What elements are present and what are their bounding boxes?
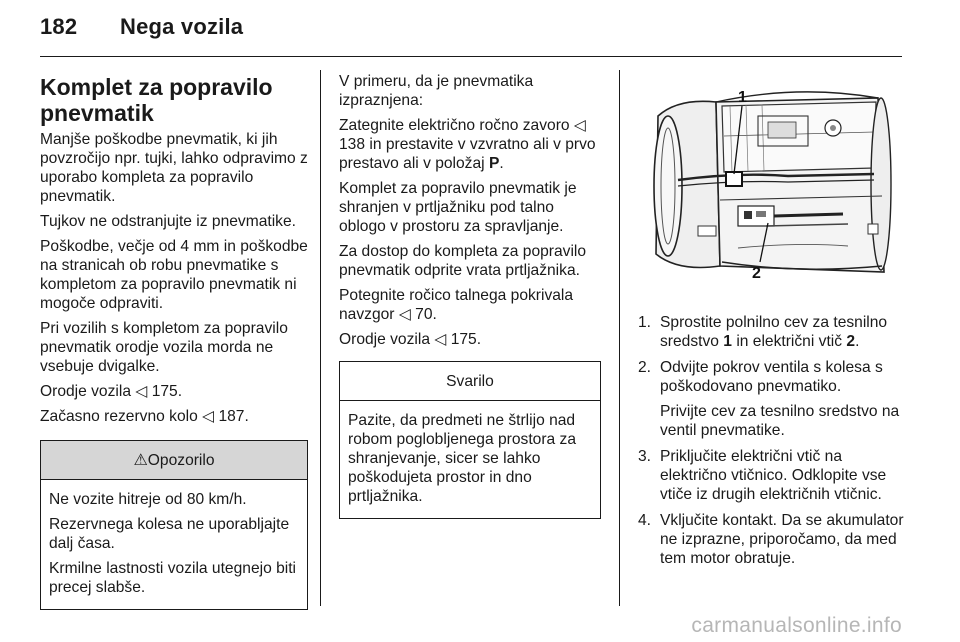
instruction-list: [638, 313, 904, 568]
warning-body: [41, 480, 307, 609]
paragraph: Komplet za popravilo pnevmatik je shranjen v prtljažniku pod talno oblogo v prostoru za spravljanje.: [339, 180, 577, 235]
paragraph: Potegnite ročico talnega pokrivala navzgor ◁ 70.: [339, 287, 574, 323]
ref-arrow-icon: ◁: [202, 408, 215, 425]
ref-arrow-icon: ◁: [573, 117, 586, 134]
tire-repair-kit-illustration: [638, 76, 898, 294]
caution-title: Svarilo: [340, 362, 600, 401]
watermark: carmanualsonline.info: [691, 614, 902, 637]
page-ref-link[interactable]: ◁ 138: [339, 117, 586, 153]
compressor-left-cylinder: [654, 101, 720, 267]
warning-text: Rezervnega kolesa ne uporabljajte dalj časa.: [49, 516, 290, 552]
column-divider-1: [320, 70, 321, 606]
caution-box: [339, 361, 601, 519]
cross-reference: Orodje vozila ◁ 175.: [40, 383, 183, 400]
caution-body: [340, 401, 600, 518]
column-3: [638, 72, 904, 575]
list-item: 1. Sprostite polnilno cev za tesnilno sredstvo 1 in električni vtič 2.: [638, 314, 888, 350]
list-item: 2. Odvijte pokrov ventila s kolesa s poškodovano pnevmatiko. Privijte cev za tesnilno sredstvo na ventil pnevmatike.: [638, 359, 900, 439]
paragraph: Pri vozilih s kompletom za popravilo pnevmatik orodje vozila morda ne vsebuje dvigalke.: [40, 320, 288, 375]
section-heading: Komplet za popravilo pnevmatik: [40, 74, 273, 126]
paragraph: Za dostop do kompleta za popravilo pnevmatik odprite vrata prtljažnika.: [339, 243, 587, 279]
warning-text: Krmilne lastnosti vozila utegnejo biti precej slabše.: [49, 560, 297, 596]
warning-icon: ⚠: [133, 452, 148, 469]
callout-label-1: 1: [738, 89, 747, 106]
ref-arrow-icon: ◁: [398, 306, 411, 323]
page-title: Nega vozila: [120, 14, 244, 39]
paragraph: Manjše poškodbe pnevmatik, ki jih povzročijo npr. tujki, lahko odpravimo z uporabo kompleta za popravilo pnevmatik.: [40, 131, 308, 205]
cross-reference: Začasno rezervno kolo ◁ 187.: [40, 408, 249, 425]
page-ref-link[interactable]: ◁ 187.: [202, 408, 249, 425]
callout-label-2: 2: [752, 265, 761, 282]
page-header: [40, 14, 243, 40]
list-item: 3. Priključite električni vtič na električno vtičnico. Odklopite vse vtiče iz drugih električnih vtičnic.: [638, 448, 887, 503]
page-ref-link[interactable]: ◁ 70.: [398, 306, 437, 323]
column-2: [339, 72, 601, 519]
paragraph: Zategnite električno ročno zavoro ◁ 138 in prestavite v vzvratno ali v prvo prestavo ali v položaj P.: [339, 117, 596, 172]
caution-text: Pazite, da predmeti ne štrlijo nad robom poglobljenega prostora za shranjevanje, sicer se lahko poškodujeta prostor in dno prtljažnika.: [348, 412, 576, 505]
page-ref-link[interactable]: ◁ 175.: [135, 383, 183, 400]
paragraph: Tujkov ne odstranjujte iz pnevmatike.: [40, 213, 296, 230]
warning-title: Opozorilo: [147, 452, 215, 469]
page-number: 182: [40, 14, 78, 39]
list-item: 4. Vključite kontakt. Da se akumulator ne izprazne, priporočamo, da med tem motor obratuje.: [638, 512, 904, 567]
paragraph: Poškodbe, večje od 4 mm in poškodbe na stranicah ob robu pnevmatike s kompletom za popravilo pnevmatik ni mogoče odpraviti.: [40, 238, 308, 312]
column-divider-2: [619, 70, 620, 606]
warning-text: Ne vozite hitreje od 80 km/h.: [49, 491, 247, 508]
warning-box: [40, 440, 308, 610]
cross-reference: Orodje vozila ◁ 175.: [339, 331, 482, 348]
header-rule: [40, 56, 902, 57]
ref-arrow-icon: ◁: [434, 331, 447, 348]
gear-position: P: [488, 155, 500, 172]
paragraph: V primeru, da je pnevmatika izpraznjena:: [339, 73, 534, 109]
page-ref-link[interactable]: ◁ 175.: [434, 331, 482, 348]
column-1: [40, 72, 308, 610]
ref-arrow-icon: ◁: [135, 383, 148, 400]
warning-header: [41, 441, 307, 480]
